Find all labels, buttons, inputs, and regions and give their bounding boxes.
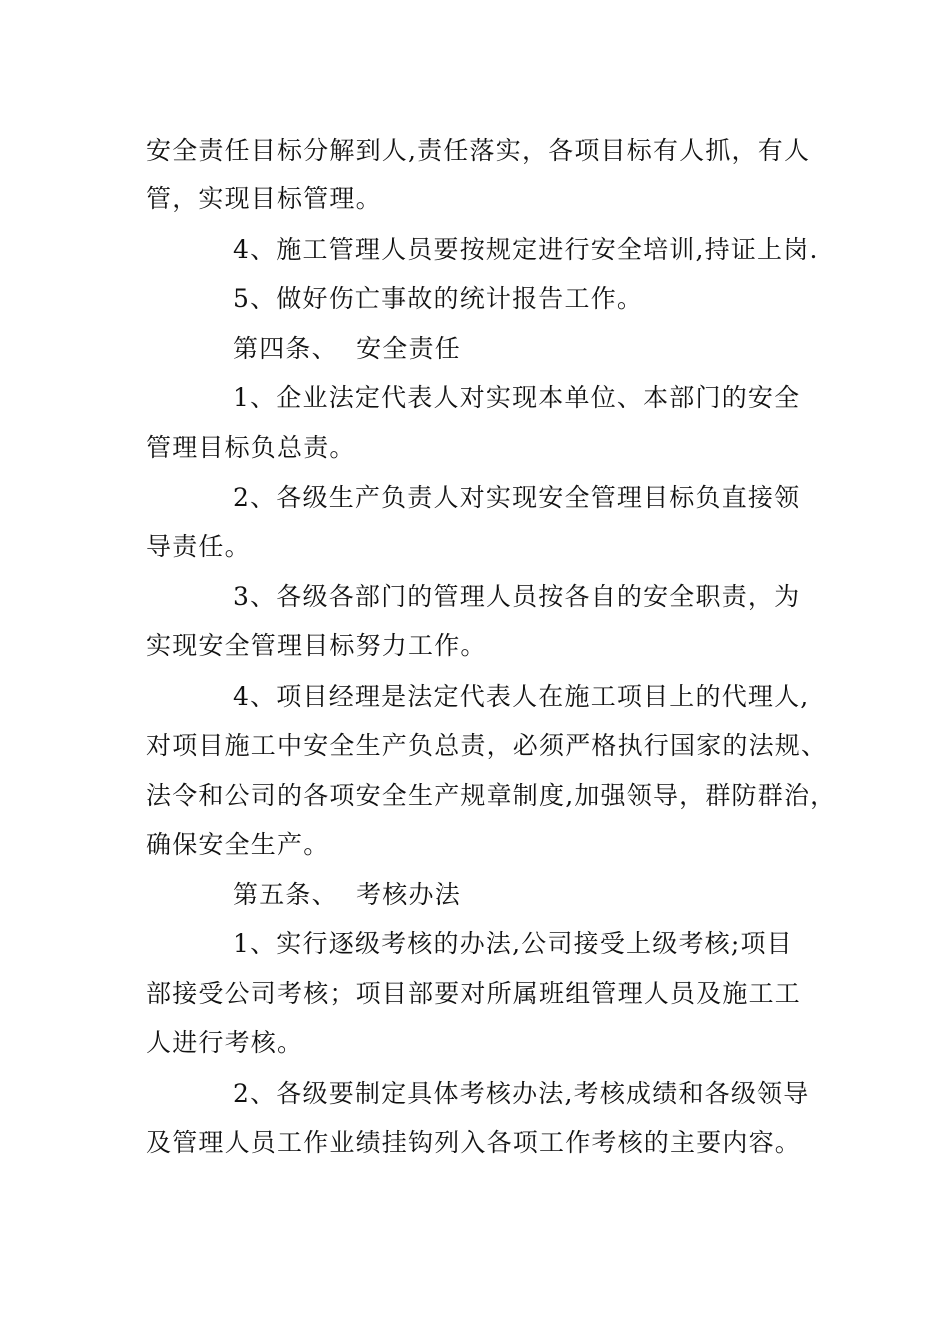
text-line: 4、项目经理是法定代表人在施工项目上的代理人, (233, 682, 810, 711)
text-line: 管，实现目标管理。 (146, 184, 382, 213)
text-line: 1、实行逐级考核的办法,公司接受上级考核;项目 (233, 929, 793, 958)
text-line: 确保安全生产。 (146, 830, 330, 859)
text-line: 实现安全管理目标努力工作。 (146, 631, 487, 660)
text-line: 部接受公司考核；项目部要对所属班组管理人员及施工工 (146, 979, 802, 1008)
text-line: 法令和公司的各项安全生产规章制度,加强领导，群防群治， (146, 781, 837, 810)
text-line: 人进行考核。 (146, 1028, 304, 1057)
section-heading: 第四条、 安全责任 (233, 334, 461, 363)
text-line: 导责任。 (146, 532, 251, 561)
text-line: 5、做好伤亡事故的统计报告工作。 (233, 284, 644, 313)
text-line: 管理目标负总责。 (146, 433, 356, 462)
text-line: 1、企业法定代表人对实现本单位、本部门的安全 (233, 383, 801, 412)
text-line: 3、各级各部门的管理人员按各自的安全职责，为 (233, 582, 801, 611)
text-line: 2、各级生产负责人对实现安全管理目标负直接领 (233, 483, 801, 512)
text-line: 4、施工管理人员要按规定进行安全培训,持证上岗. (233, 235, 819, 264)
text-line: 对项目施工中安全生产负总责，必须严格执行国家的法规、 (146, 731, 828, 760)
text-line: 安全责任目标分解到人,责任落实，各项目标有人抓，有人 (146, 136, 811, 165)
text-line: 及管理人员工作业绩挂钩列入各项工作考核的主要内容。 (146, 1128, 802, 1157)
text-line: 2、各级要制定具体考核办法,考核成绩和各级领导 (233, 1079, 810, 1108)
section-heading: 第五条、 考核办法 (233, 880, 461, 909)
